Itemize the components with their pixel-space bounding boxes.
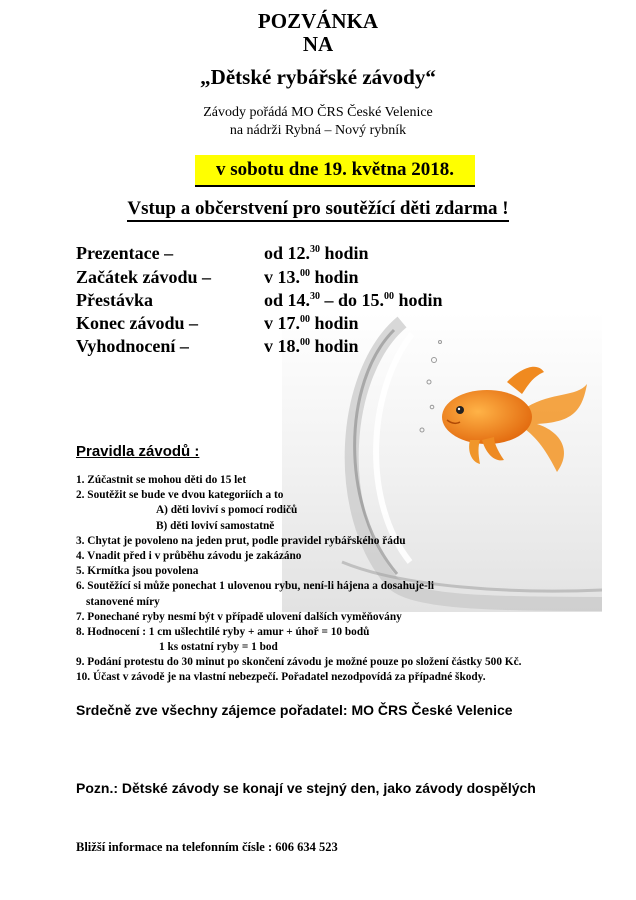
contact-line: Bližší informace na telefonním čísle : 606 634 523 <box>76 840 338 854</box>
rule-item: 6. Soutěžící si může ponechat 1 ulovenou rybu, není-li hájena a dosahuje-li <box>76 580 435 593</box>
rule-item: 3. Chytat je povoleno na jeden prut, podle pravidel rybářského řádu <box>76 534 406 547</box>
rule-item: 10. Účast v závodě je na vlastní nebezpečí. Pořadatel nezodpovídá za případné škody. <box>76 671 486 684</box>
note-line: Pozn.: Dětské závody se konají ve stejný den, jako závody dospělých <box>76 780 536 796</box>
schedule-time: od 14.30 – do 15.00 hodin <box>264 290 443 310</box>
rules-list <box>76 473 521 686</box>
schedule-label: Konec závodu – <box>76 313 199 333</box>
invitation-line: Srdečně zve všechny zájemce pořadatel: MO ČRS České Velenice <box>76 702 513 718</box>
rule-item: 2. Soutěžit se bude ve dvou kategoriích a to <box>76 489 284 502</box>
organizer-line: Závody pořádá MO ČRS České Velenice <box>203 105 433 120</box>
schedule-label: Začátek závodu – <box>76 267 211 287</box>
schedule-time: v 17.00 hodin <box>264 313 359 333</box>
free-entry-text: Vstup a občerstvení pro soutěžící děti zdarma ! <box>127 198 508 222</box>
rule-item: 8. Hodnocení : 1 cm ušlechtilé ryby + amur + úhoř = 10 bodů <box>76 625 370 638</box>
schedule-time: od 12.30 hodin <box>264 243 369 263</box>
rule-item: 4. Vnadit před i v průběhu závodu je zakázáno <box>76 549 302 562</box>
rule-item: 9. Podání protestu do 30 minut po skončení závodu je možné pouze po složení částky 500 Kč. <box>76 656 522 669</box>
rule-item: stanovené míry <box>86 595 160 608</box>
event-title: „Dětské rybářské závody“ <box>200 65 436 89</box>
schedule-label: Prezentace – <box>76 243 174 263</box>
location-line: na nádrži Rybná – Nový rybník <box>229 123 407 138</box>
rule-item: A) děti loviví s pomocí rodičů <box>156 504 298 517</box>
rule-item: 1 ks ostatní ryby = 1 bod <box>159 641 278 654</box>
free-entry-notice <box>0 198 636 220</box>
schedule-label: Vyhodnocení – <box>76 336 189 356</box>
rule-item: 7. Ponechané ryby nesmí být v případě ulovení dalších vyměňovány <box>76 610 402 623</box>
schedule-label: Přestávka <box>76 290 153 310</box>
rule-item: B) děti loviví samostatně <box>156 519 275 532</box>
title-invitation: POZVÁNKA <box>257 9 379 33</box>
rules-heading: Pravidla závodů : <box>76 443 200 460</box>
date-banner: v sobotu dne 19. května 2018. <box>195 155 475 187</box>
rule-item: 1. Zúčastnit se mohou děti do 15 let <box>76 474 247 486</box>
rule-item: 5. Krmítka jsou povolena <box>76 565 199 578</box>
schedule-time: v 13.00 hodin <box>264 267 359 287</box>
schedule-time: v 18.00 hodin <box>264 336 359 356</box>
title-na: NA <box>302 32 334 56</box>
